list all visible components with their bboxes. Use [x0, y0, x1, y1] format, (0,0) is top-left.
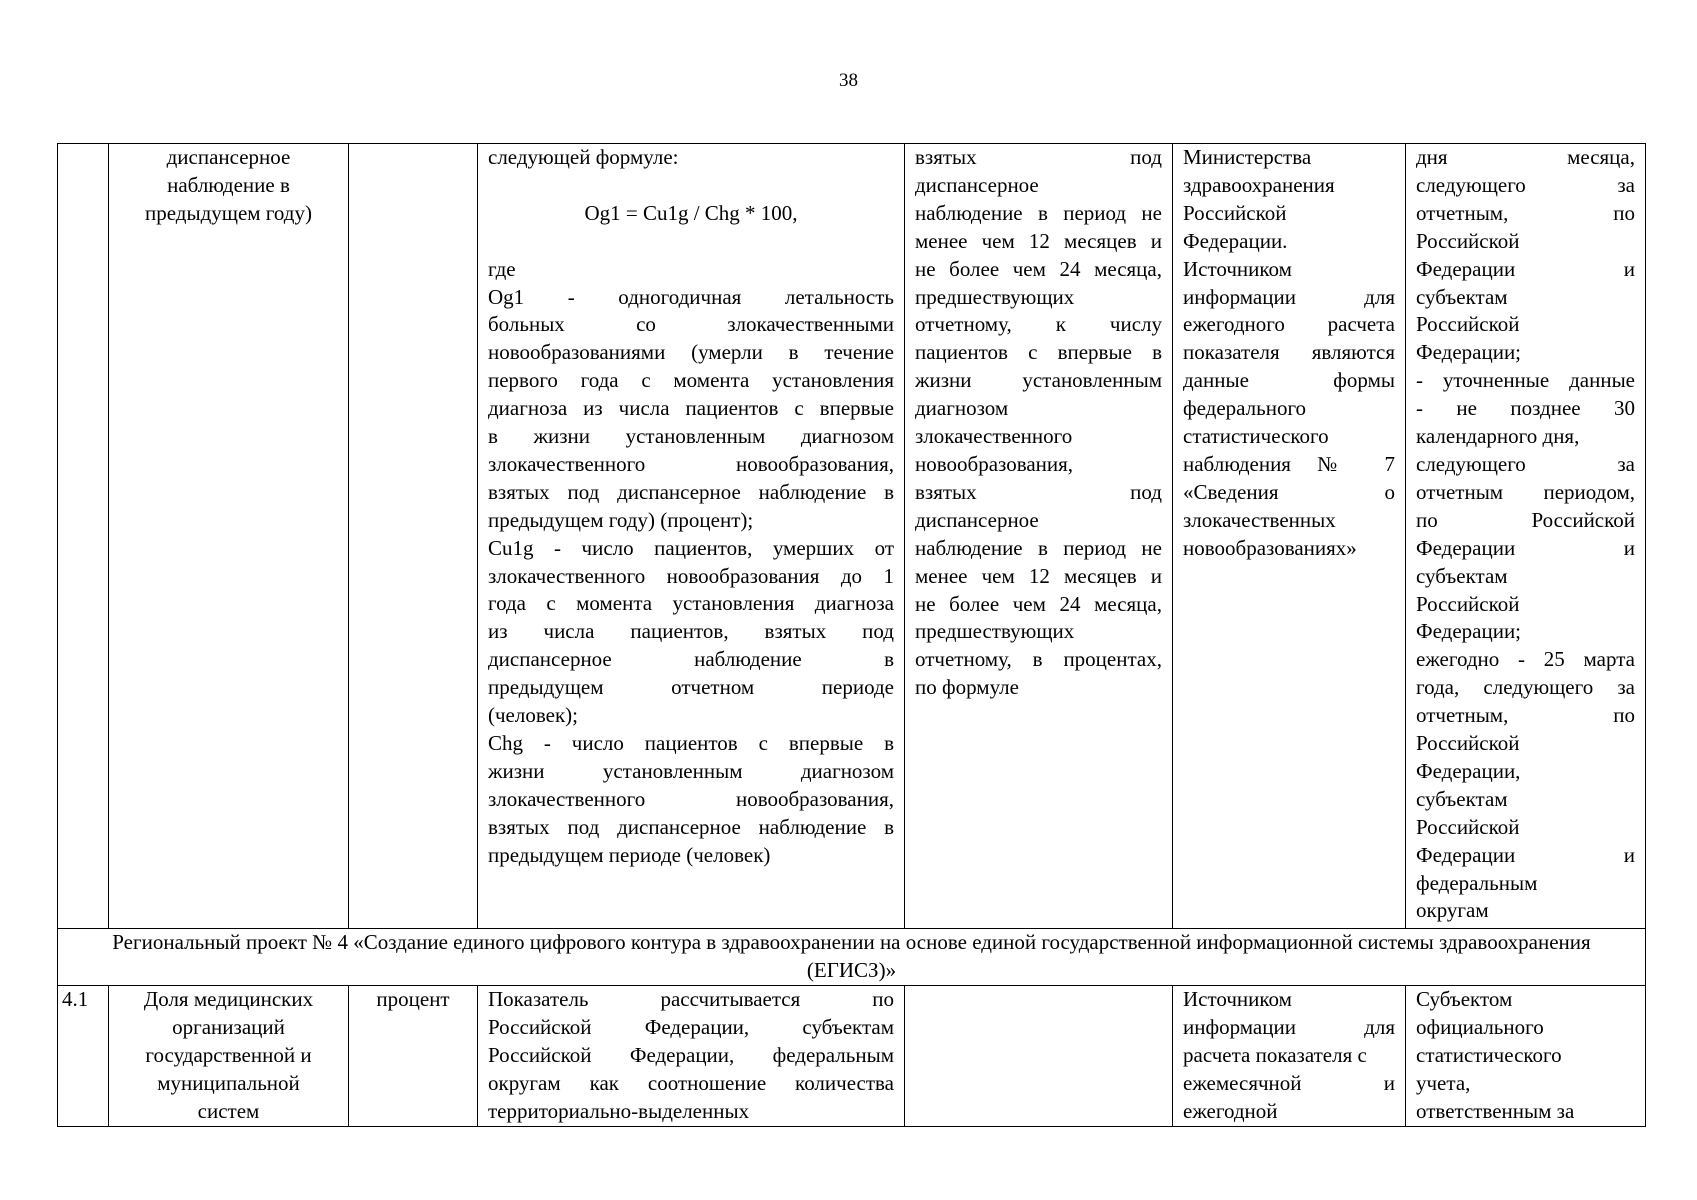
- text-line: Российской Федерации, федеральным: [488, 1042, 894, 1067]
- text-line: данные формы: [1183, 368, 1395, 393]
- cell-unit: процент: [349, 986, 478, 1127]
- page-number: 38: [839, 70, 858, 91]
- text-line: злокачественных: [1183, 507, 1336, 532]
- text-line: жизни установленным: [915, 368, 1162, 393]
- text-line: диагноза из числа пациентов с впервые: [488, 396, 894, 421]
- cell-methodology: [478, 144, 905, 929]
- text-line: наблюдение в период не: [915, 535, 1162, 560]
- text-line: наблюдения № 7: [1183, 451, 1395, 476]
- text-line: года с момента установления диагноза: [488, 591, 894, 616]
- blank-line: [488, 172, 894, 200]
- text-line: Российской: [1416, 312, 1520, 337]
- text-line: округам: [1416, 898, 1489, 923]
- text-line: Российской: [1416, 731, 1520, 756]
- text-line: диспансерное: [915, 172, 1039, 197]
- table-row-indicator: [58, 986, 1646, 1127]
- text-line: информации для: [1183, 284, 1395, 309]
- text-line: отчетным периодом,: [1416, 479, 1635, 504]
- formula-definitions: [488, 284, 894, 870]
- text-line: субъектам: [1416, 284, 1508, 309]
- cell-indicator-name: [109, 144, 349, 929]
- table-row-continuation: [58, 144, 1646, 929]
- table-row-section-header: [58, 929, 1646, 986]
- text-line: организаций: [172, 1014, 285, 1039]
- blank-line: [488, 228, 894, 256]
- text-line: статистического: [1416, 1042, 1562, 1067]
- text-line: предыдущем отчетном периоде: [488, 675, 894, 700]
- text-line: территориально-выделенных: [488, 1098, 750, 1123]
- text-line: диспансерное: [166, 145, 291, 169]
- text-line: менее чем 12 месяцев и: [915, 228, 1162, 253]
- cell-methodology: [478, 986, 905, 1127]
- cell-deadlines: [1406, 144, 1646, 929]
- cell-unit: [349, 144, 478, 929]
- text-line: Министерства: [1183, 145, 1312, 169]
- text-line: предшествующих: [915, 619, 1075, 644]
- text-line: следующего за: [1416, 172, 1635, 197]
- text-line: в жизни установленным диагнозом: [488, 424, 894, 449]
- text-line: по формуле: [915, 675, 1019, 700]
- text-line: календарного дня,: [1416, 424, 1580, 449]
- cell-source: [1173, 986, 1406, 1127]
- text-line: муниципальной: [157, 1070, 300, 1095]
- text-line: Федерации;: [1416, 340, 1522, 365]
- text-line: следующего за: [1416, 451, 1635, 476]
- text-line: федерального: [1183, 396, 1307, 421]
- cell-formula-basis: [905, 144, 1173, 929]
- text-line: предшествующих: [915, 284, 1075, 309]
- text-line: Chg - число пациентов с впервые в: [488, 731, 894, 755]
- text-line: (человек);: [488, 703, 578, 728]
- text-line: первого года с момента установления: [488, 368, 894, 393]
- cell-number: [58, 144, 109, 929]
- text-line: показателя являются: [1183, 340, 1395, 365]
- text-line: предыдущем периоде (человек): [488, 842, 771, 867]
- text-line: новообразования,: [915, 451, 1074, 476]
- text-line: «Сведения о: [1183, 479, 1395, 504]
- text-line: - не позднее 30: [1416, 396, 1635, 421]
- text-line: расчета показателя с: [1183, 1042, 1367, 1067]
- text-line: ежемесячной и: [1183, 1070, 1395, 1095]
- text-line: Cu1g - число пациентов, умерших от: [488, 535, 894, 560]
- formula: Og1 = Cu1g / Chg * 100,: [584, 200, 798, 225]
- text-line: пациентов с впервые в: [915, 340, 1162, 365]
- text-line: наблюдение в: [167, 172, 290, 197]
- text-line: не более чем 24 месяца,: [915, 256, 1162, 281]
- text-line: Российской Федерации, субъектам: [488, 1014, 894, 1039]
- text-line: наблюдение в период не: [915, 200, 1162, 225]
- section-title: Региональный проект № 4 «Создание единого цифрового контура в здравоохранении на основе единой государственной информационной системы здравоохранения (ЕГИСЗ)»: [58, 929, 1646, 986]
- text-line: Показатель рассчитывается по: [488, 987, 894, 1011]
- text-line: жизни установленным диагнозом: [488, 758, 894, 783]
- text-line: новообразованиями (умерли в течение: [488, 340, 894, 365]
- cell-indicator-name: [109, 986, 349, 1127]
- text-line: больных со злокачественными: [488, 312, 894, 337]
- text-line: года, следующего за: [1416, 675, 1635, 700]
- text-line: Российской: [1416, 591, 1520, 616]
- text-line: здравоохранения: [1183, 172, 1335, 197]
- text-line: учета,: [1416, 1070, 1471, 1095]
- text-line: предыдущем году): [145, 200, 312, 225]
- cell-source: [1173, 144, 1406, 929]
- text-line: субъектам: [1416, 563, 1508, 588]
- text-line: Источником: [1183, 256, 1292, 281]
- text-line: Федерации.: [1183, 228, 1288, 253]
- text-line: федеральным: [1416, 870, 1538, 895]
- text-line: официального: [1416, 1014, 1544, 1039]
- text-line: злокачественного новообразования,: [488, 451, 894, 476]
- text-line: новообразованиях»: [1183, 535, 1357, 560]
- text-line: взятых под: [915, 479, 1162, 504]
- text-line: - уточненные данные: [1416, 368, 1635, 393]
- text-line: ежегодной: [1183, 1098, 1278, 1123]
- text-line: диспансерное: [915, 507, 1039, 532]
- text-line: отчетным, по: [1416, 703, 1635, 728]
- text-line: Федерации,: [1416, 758, 1521, 783]
- text-line: статистического: [1183, 424, 1329, 449]
- text-line: отчетному, к числу: [915, 312, 1162, 337]
- text-line: дня месяца,: [1416, 145, 1635, 169]
- text-line: диагнозом: [915, 396, 1009, 421]
- text-line: взятых под диспансерное наблюдение в: [488, 479, 894, 504]
- text-line: взятых под: [915, 145, 1162, 169]
- text-line: из числа пациентов, взятых под: [488, 619, 894, 644]
- text-line: Федерации;: [1416, 619, 1522, 644]
- text-line: государственной и: [145, 1042, 312, 1067]
- text-line: округам как соотношение количества: [488, 1070, 894, 1095]
- text-line: субъектам: [1416, 786, 1508, 811]
- text-line: злокачественного новообразования,: [488, 786, 894, 811]
- text-line: взятых под диспансерное наблюдение в: [488, 814, 894, 839]
- cell-formula-basis: [905, 986, 1173, 1127]
- text-line: злокачественного новообразования до 1: [488, 563, 894, 588]
- text-line: Доля медицинских: [143, 987, 314, 1011]
- cell-deadlines: [1406, 986, 1646, 1127]
- text-line: ежегодного расчета: [1183, 312, 1395, 337]
- methodology-intro: следующей формуле:: [488, 145, 679, 169]
- text-line: Og1 - одногодичная летальность: [488, 284, 894, 309]
- text-line: не более чем 24 месяца,: [915, 591, 1162, 616]
- text-line: Федерации и: [1416, 842, 1635, 867]
- text-line: Субъектом: [1416, 987, 1513, 1011]
- text-line: Федерации и: [1416, 535, 1635, 560]
- text-line: злокачественного: [915, 424, 1073, 449]
- indicators-table: [57, 143, 1646, 1127]
- text-line: по Российской: [1416, 507, 1635, 532]
- formula-where: где: [488, 256, 516, 281]
- text-line: Российской: [1183, 200, 1287, 225]
- text-line: ответственным за: [1416, 1098, 1575, 1123]
- text-line: Источником: [1183, 987, 1292, 1011]
- text-line: Федерации и: [1416, 256, 1635, 281]
- text-line: информации для: [1183, 1014, 1395, 1039]
- text-line: предыдущем году) (процент);: [488, 507, 754, 532]
- text-line: отчетному, в процентах,: [915, 647, 1162, 672]
- text-line: менее чем 12 месяцев и: [915, 563, 1162, 588]
- text-line: Российской: [1416, 814, 1520, 839]
- text-line: ежегодно - 25 марта: [1416, 647, 1635, 672]
- text-line: Российской: [1416, 228, 1520, 253]
- text-line: диспансерное наблюдение в: [488, 647, 894, 672]
- text-line: систем: [197, 1098, 260, 1123]
- text-line: отчетным, по: [1416, 200, 1635, 225]
- cell-number: 4.1: [58, 986, 109, 1127]
